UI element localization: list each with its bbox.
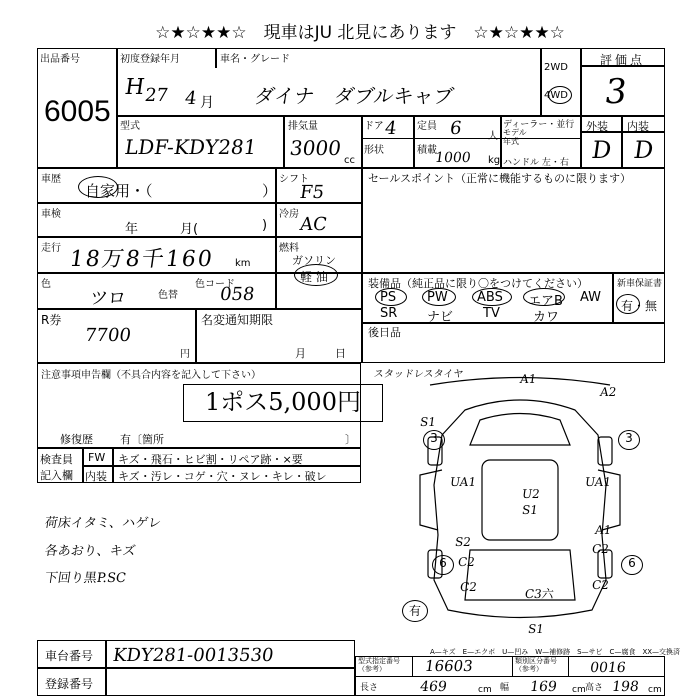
- capacity-label: 定員: [417, 121, 437, 132]
- fuel-diesel: 軽 油: [300, 270, 328, 284]
- ac-value: AC: [298, 214, 329, 235]
- payload-label: 積載: [417, 145, 437, 156]
- int-items: キズ・汚レ・コゲ・穴・ヌレ・キレ・破レ: [118, 470, 327, 483]
- mark-3-right: 3: [618, 430, 640, 450]
- history-label: 車歴: [41, 174, 61, 185]
- displacement: 3000: [288, 136, 343, 160]
- history-value: 自家用・（: [85, 182, 153, 200]
- fuel-label: 燃料: [279, 243, 299, 254]
- model-name: ダイナ ダブルキャブ: [253, 84, 456, 108]
- history-paren: ）: [262, 182, 278, 200]
- mark-c2-bottom-left: C2: [459, 580, 478, 594]
- equip-sr: SR: [380, 306, 398, 321]
- registration-label: 登録番号: [45, 677, 94, 691]
- doors-label: ドア: [364, 121, 384, 132]
- warranty-circle: [616, 294, 640, 314]
- ext-label: 外装: [586, 120, 608, 133]
- mark-c3: C3六: [523, 587, 555, 601]
- reg-era: H: [123, 75, 146, 100]
- width-label: 幅: [500, 683, 510, 693]
- color-code-label: 色コード: [195, 279, 235, 290]
- recycle-label: R券: [41, 313, 62, 327]
- length-value: 469: [418, 679, 448, 695]
- shift-value: F5: [298, 182, 326, 203]
- notes-stamp: 1ポス5,000円: [183, 384, 383, 422]
- mark-ua1-right: UA1: [584, 475, 613, 489]
- type-no-label: 型式指定番号 （参考）: [358, 657, 400, 673]
- mark-spare: 有: [402, 600, 428, 622]
- displacement-label: 排気量: [288, 121, 318, 132]
- repair-value: 有〔箇所: [120, 433, 164, 446]
- mark-a1-right: A1: [594, 523, 613, 537]
- capacity-unit: 人: [488, 131, 498, 142]
- recycle-unit: 円: [180, 349, 190, 360]
- model-year-label: モデル 年式: [503, 128, 527, 146]
- equip-airbag: エアB: [528, 294, 563, 309]
- fuel-gas: ガソリン: [292, 254, 336, 267]
- equip-navi: ナビ: [427, 310, 454, 325]
- mark-3-left: 3: [423, 430, 445, 450]
- name-change-day: 日: [335, 347, 346, 360]
- color-value: ツロ: [88, 288, 128, 309]
- repair-label: 修復歴: [60, 433, 93, 446]
- equip-ps: PS: [380, 290, 397, 305]
- type-no-value: 16603: [423, 657, 474, 675]
- height-unit: cm: [648, 685, 662, 695]
- rating-label: 評価点: [600, 53, 646, 67]
- mark-c2-left: C2: [457, 555, 476, 569]
- height-value: 198: [610, 679, 640, 695]
- equip-circle-ps: [375, 288, 407, 306]
- equip-circle-pw: [422, 288, 456, 306]
- mark-c2-bottom-right: C2: [591, 578, 610, 592]
- mark-s1-left: S1: [419, 415, 437, 429]
- dealer-label: ディーラー・並行: [503, 120, 575, 130]
- diagram-header: スタッドレスタイヤ: [372, 369, 464, 380]
- lot-number: 6005: [44, 95, 111, 128]
- displacement-unit: cc: [344, 155, 355, 166]
- handle-label: ハンドル 左・右: [503, 158, 569, 168]
- reg-label: 初度登録年月: [120, 54, 180, 65]
- class-no-label: 類別区分番号 （参考）: [515, 657, 557, 673]
- mark-s1-bottom: S1: [527, 622, 545, 636]
- recycle-value: 7700: [83, 325, 133, 346]
- mark-ua1-left: UA1: [449, 475, 478, 489]
- repaint-label: 色替: [158, 290, 178, 301]
- chassis-label: 車台番号: [45, 649, 94, 663]
- equip-tv: TV: [483, 306, 500, 321]
- shift-label: シフト: [279, 174, 309, 185]
- color-code: 058: [218, 284, 256, 305]
- equip-abs: ABS: [477, 290, 503, 305]
- comment-2: 各あおり、キズ: [43, 544, 137, 559]
- mileage-unit: km: [235, 258, 251, 269]
- ext-value: D: [590, 136, 614, 164]
- comment-3: 下回り黒P.SC: [43, 571, 127, 586]
- height-label: 高さ: [585, 683, 604, 693]
- rating-value: 3: [602, 72, 630, 112]
- payload-unit: kg: [488, 155, 501, 166]
- fw-label: FW: [88, 451, 106, 464]
- inspection-close: ): [262, 218, 268, 233]
- mileage-label: 走行: [41, 243, 61, 254]
- class-no-value: 0016: [588, 660, 627, 676]
- equip-pw: PW: [427, 290, 448, 305]
- doors: 4: [383, 118, 398, 139]
- mileage: 18万8千160: [67, 247, 216, 272]
- mark-a1-top: A1: [519, 372, 538, 386]
- history-circle: [78, 176, 118, 198]
- mark-6-left: 6: [432, 555, 454, 575]
- inspection-year: 年: [125, 222, 139, 237]
- int-value: D: [632, 136, 656, 164]
- mark-s1-center: S1: [521, 503, 539, 517]
- payload: 1000: [433, 150, 472, 166]
- mark-u2: U2: [521, 487, 541, 501]
- inspection-label: 車検: [41, 209, 61, 220]
- banner: ☆★☆★★☆ 現車はJU 北見にあります ☆★☆★★☆: [155, 23, 565, 43]
- mark-s2: S2: [454, 535, 472, 549]
- warranty-value: 有・無: [621, 299, 658, 313]
- equip-aw: AW: [580, 290, 602, 305]
- model-code: LDF-KDY281: [123, 135, 259, 159]
- mark-6-right: 6: [621, 555, 643, 575]
- equip-circle-abs: [472, 288, 512, 306]
- chassis-value: KDY281-0013530: [111, 645, 275, 666]
- int-inspect-label: 内装: [85, 470, 107, 483]
- rear-seat-label: 後日品: [368, 326, 401, 339]
- inspector-label: 検査員: [40, 453, 73, 466]
- reg-month-unit: 月: [200, 95, 214, 111]
- notes-label: 注意事項申告欄（不具合内容を記入して下さい）: [41, 370, 261, 381]
- length-unit: cm: [478, 685, 492, 695]
- model-name-label: 車名・グレード: [220, 54, 290, 65]
- vehicle-diagram: [370, 375, 665, 633]
- int-label: 内装: [627, 120, 649, 133]
- reg-month: 4: [183, 88, 198, 109]
- shape-label: 形状: [364, 145, 384, 156]
- ac-label: 冷房: [279, 209, 299, 220]
- fuel-circle: [294, 264, 338, 286]
- fw-items: キズ・飛石・ヒビ割・リペア跡・×要: [118, 453, 303, 466]
- inspector-entry: 記入欄: [40, 469, 73, 482]
- drive-4wd: 4WD: [544, 90, 568, 101]
- reg-year: 27: [143, 85, 170, 106]
- drive-2wd: 2WD: [544, 62, 568, 73]
- length-label: 長さ: [360, 683, 379, 693]
- mark-a2: A2: [599, 385, 618, 399]
- color-label: 色: [41, 279, 51, 290]
- inspection-month: 月(: [180, 222, 199, 237]
- mark-c2-right: C2: [591, 542, 610, 556]
- equip-leather: カワ: [533, 310, 560, 325]
- comment-1: 荷床イタミ、ハゲレ: [43, 516, 163, 531]
- equip-circle-airbag: [523, 288, 565, 306]
- capacity: 6: [448, 118, 463, 139]
- width-value: 169: [528, 679, 558, 695]
- drive-circle: [548, 86, 572, 104]
- diagram-legend: A—キズ E—エクボ U—凹み W—補修跡 S—サビ C—腐食 XX—交換済: [430, 648, 681, 656]
- name-change-label: 名変通知期限: [201, 313, 274, 327]
- name-change-month: 月: [295, 347, 306, 360]
- sales-label: セールスポイント（正常に機能するものに限ります）: [368, 172, 632, 185]
- repair-close: 〕: [345, 433, 356, 446]
- equipment-label: 装備品（純正品に限り〇をつけてください）: [368, 277, 588, 290]
- model-code-label: 型式: [120, 121, 140, 132]
- warranty-label: 新車保証書: [617, 279, 663, 289]
- lot-label: 出品番号: [40, 54, 80, 65]
- width-unit: cm: [572, 685, 586, 695]
